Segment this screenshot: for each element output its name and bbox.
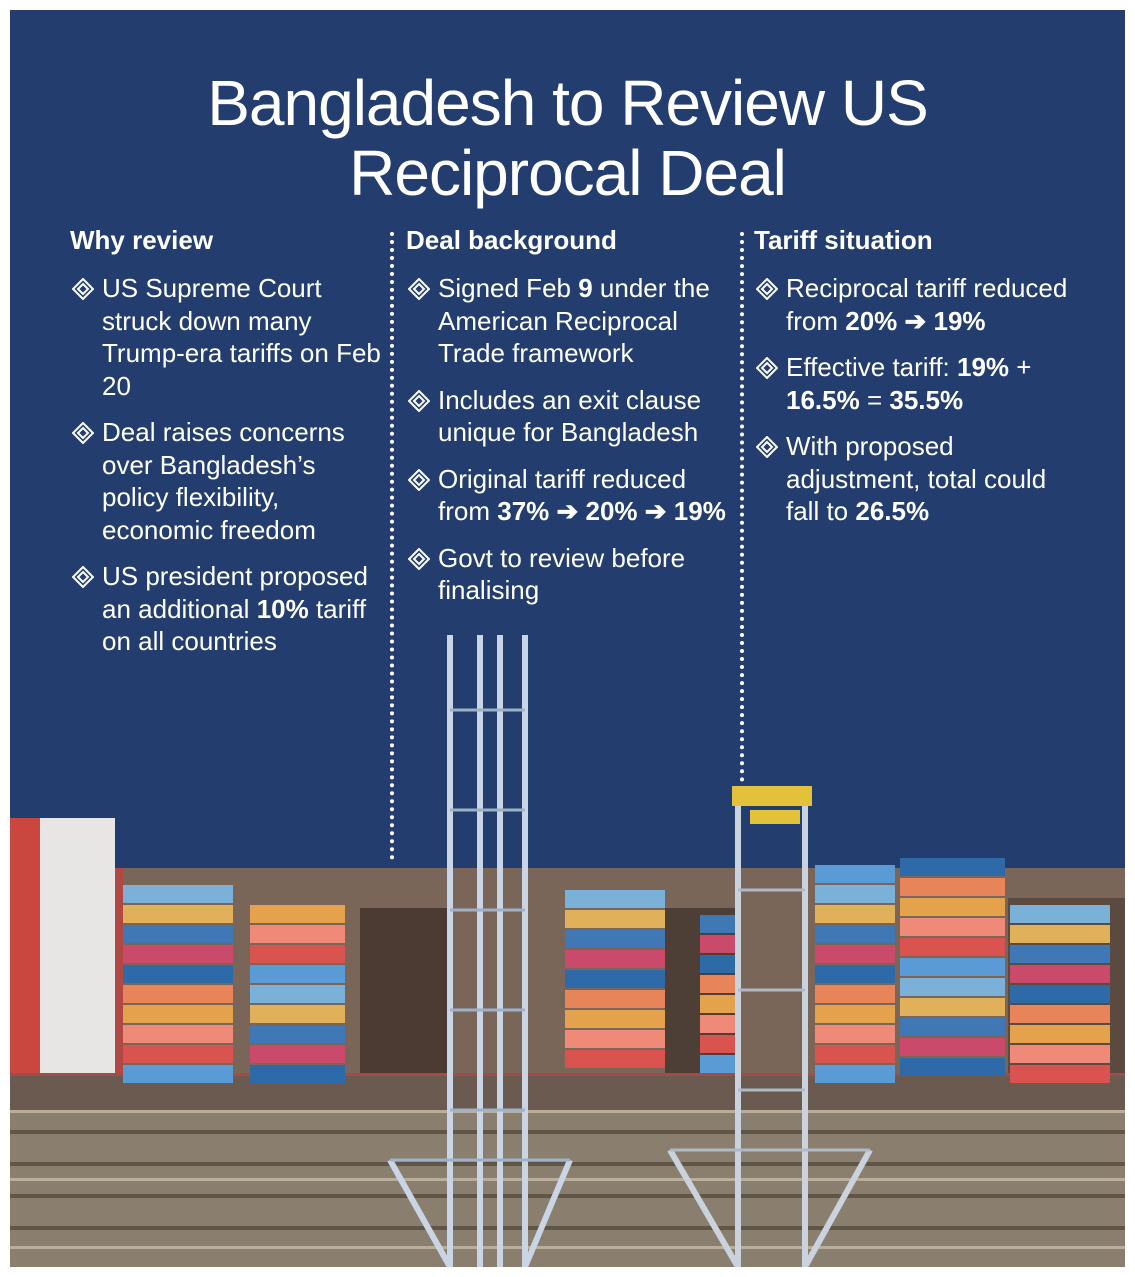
container-block bbox=[700, 975, 740, 993]
container-block bbox=[700, 915, 740, 933]
container-block bbox=[900, 1058, 1005, 1076]
container-block bbox=[815, 945, 895, 963]
item-text: = bbox=[859, 384, 890, 415]
item-text: Govt to review before finalising bbox=[438, 542, 686, 605]
container-block bbox=[123, 1005, 233, 1023]
item-text: Original tariff reduced from bbox=[438, 463, 687, 526]
container-block bbox=[123, 925, 233, 943]
column-divider-left bbox=[390, 232, 394, 860]
title-line-1: Bangladesh to Review US bbox=[207, 67, 928, 139]
container-block bbox=[815, 1045, 895, 1063]
container-block bbox=[123, 945, 233, 963]
title-line-2: Reciprocal Deal bbox=[349, 137, 786, 209]
highlight-value: 20% ➔ 19% bbox=[845, 305, 986, 336]
container-block bbox=[700, 955, 740, 973]
item-text: Signed Feb bbox=[438, 273, 579, 303]
container-block bbox=[123, 885, 233, 903]
container-block bbox=[123, 1045, 233, 1063]
bullet-list bbox=[406, 272, 732, 607]
container-block bbox=[565, 1030, 665, 1048]
container-block bbox=[900, 938, 1005, 956]
highlight-value: 9 bbox=[578, 273, 593, 303]
container-block bbox=[700, 1035, 740, 1053]
column-heading: Why review bbox=[70, 225, 214, 255]
item-text: US Supreme Court struck down many Trump-era tariffs on Feb 20 bbox=[102, 273, 381, 401]
container-block bbox=[900, 858, 1005, 876]
page-title bbox=[10, 68, 1125, 208]
container-block bbox=[900, 998, 1005, 1016]
highlight-value: 16.5% bbox=[786, 384, 860, 415]
list-item bbox=[754, 430, 1074, 528]
diamond-bullet-icon bbox=[72, 422, 94, 444]
container-block bbox=[565, 930, 665, 948]
list-item bbox=[406, 542, 732, 607]
container-block bbox=[565, 910, 665, 928]
highlight-value: 37% ➔ 20% ➔ 19% bbox=[497, 496, 726, 526]
item-text: US president proposed an additional bbox=[102, 561, 368, 624]
container-block bbox=[1010, 945, 1110, 963]
item-text: tariff on all countries bbox=[102, 593, 367, 656]
container-block bbox=[815, 885, 895, 903]
item-text: Includes an exit clause unique for Bangladesh bbox=[438, 384, 702, 447]
list-item bbox=[754, 351, 1074, 416]
container-block bbox=[250, 1025, 345, 1043]
item-text: Deal raises concerns over Bangladesh’s policy flexibility, economic freedom bbox=[102, 417, 345, 545]
list-item bbox=[406, 272, 732, 370]
container-block bbox=[250, 985, 345, 1003]
diamond-bullet-icon bbox=[72, 278, 94, 300]
container-block bbox=[250, 1045, 345, 1063]
diamond-bullet-icon bbox=[408, 469, 430, 491]
container-block bbox=[565, 990, 665, 1008]
container-block bbox=[900, 958, 1005, 976]
container-block bbox=[900, 1038, 1005, 1056]
column-heading: Tariff situation bbox=[754, 225, 933, 255]
container-block bbox=[900, 1018, 1005, 1036]
item-text: + bbox=[1009, 352, 1032, 382]
container-block bbox=[1010, 1025, 1110, 1043]
container-block bbox=[250, 1065, 345, 1083]
container-block bbox=[1010, 925, 1110, 943]
item-text: Effective tariff: bbox=[786, 352, 958, 382]
container-block bbox=[900, 878, 1005, 896]
highlight-value: 26.5% bbox=[855, 496, 930, 526]
diamond-bullet-icon bbox=[756, 278, 778, 300]
list-item bbox=[70, 272, 382, 402]
container-block bbox=[250, 965, 345, 983]
container-block bbox=[900, 898, 1005, 916]
container-block bbox=[565, 1010, 665, 1028]
list-item bbox=[70, 416, 382, 546]
column-tariff-situation bbox=[754, 224, 1074, 542]
list-item bbox=[406, 384, 732, 449]
highlight-value: 10% bbox=[256, 593, 309, 624]
container-block bbox=[123, 965, 233, 983]
diamond-bullet-icon bbox=[408, 548, 430, 570]
container-block bbox=[1010, 1005, 1110, 1023]
container-block bbox=[1010, 905, 1110, 923]
column-divider-right bbox=[740, 232, 744, 782]
column-heading: Deal background bbox=[406, 225, 617, 255]
item-text: Reciprocal tariff reduced from bbox=[786, 273, 1068, 336]
container-block bbox=[1010, 965, 1110, 983]
item-text: under the American Reciprocal Trade framework bbox=[438, 273, 710, 368]
container-block bbox=[815, 1025, 895, 1043]
container-block bbox=[250, 905, 345, 923]
container-block bbox=[700, 935, 740, 953]
container-block bbox=[815, 925, 895, 943]
container-block bbox=[815, 905, 895, 923]
list-item bbox=[70, 560, 382, 658]
list-item bbox=[406, 463, 732, 528]
container-block bbox=[815, 985, 895, 1003]
container-block bbox=[1010, 1045, 1110, 1063]
diamond-bullet-icon bbox=[756, 357, 778, 379]
container-block bbox=[1010, 1065, 1110, 1083]
diamond-bullet-icon bbox=[756, 436, 778, 458]
container-block bbox=[700, 1055, 740, 1073]
item-text: With proposed adjustment, total could fall to bbox=[786, 431, 1047, 526]
container-block bbox=[565, 970, 665, 988]
container-block bbox=[1010, 985, 1110, 1003]
container-block bbox=[700, 1015, 740, 1033]
container-block bbox=[700, 995, 740, 1013]
container-block bbox=[565, 1050, 665, 1068]
bullet-list bbox=[754, 272, 1074, 528]
container-block bbox=[815, 865, 895, 883]
diamond-bullet-icon bbox=[72, 566, 94, 588]
list-item bbox=[754, 272, 1074, 337]
container-block bbox=[900, 978, 1005, 996]
container-block bbox=[565, 950, 665, 968]
infographic bbox=[10, 10, 1125, 1267]
container-block bbox=[815, 1065, 895, 1083]
container-block bbox=[900, 918, 1005, 936]
highlight-value: 19% bbox=[957, 352, 1010, 382]
diamond-bullet-icon bbox=[408, 390, 430, 412]
container-block bbox=[250, 925, 345, 943]
container-block bbox=[565, 890, 665, 908]
container-block bbox=[250, 945, 345, 963]
bullet-list bbox=[70, 272, 382, 658]
container-block bbox=[123, 905, 233, 923]
container-block bbox=[250, 1005, 345, 1023]
container-block bbox=[815, 965, 895, 983]
container-block bbox=[123, 985, 233, 1003]
container-block bbox=[123, 1025, 233, 1043]
highlight-value: 35.5% bbox=[889, 384, 964, 415]
container-block bbox=[815, 1005, 895, 1023]
column-why-review bbox=[70, 224, 382, 672]
container-block bbox=[123, 1065, 233, 1083]
column-deal-background bbox=[406, 224, 732, 621]
diamond-bullet-icon bbox=[408, 278, 430, 300]
